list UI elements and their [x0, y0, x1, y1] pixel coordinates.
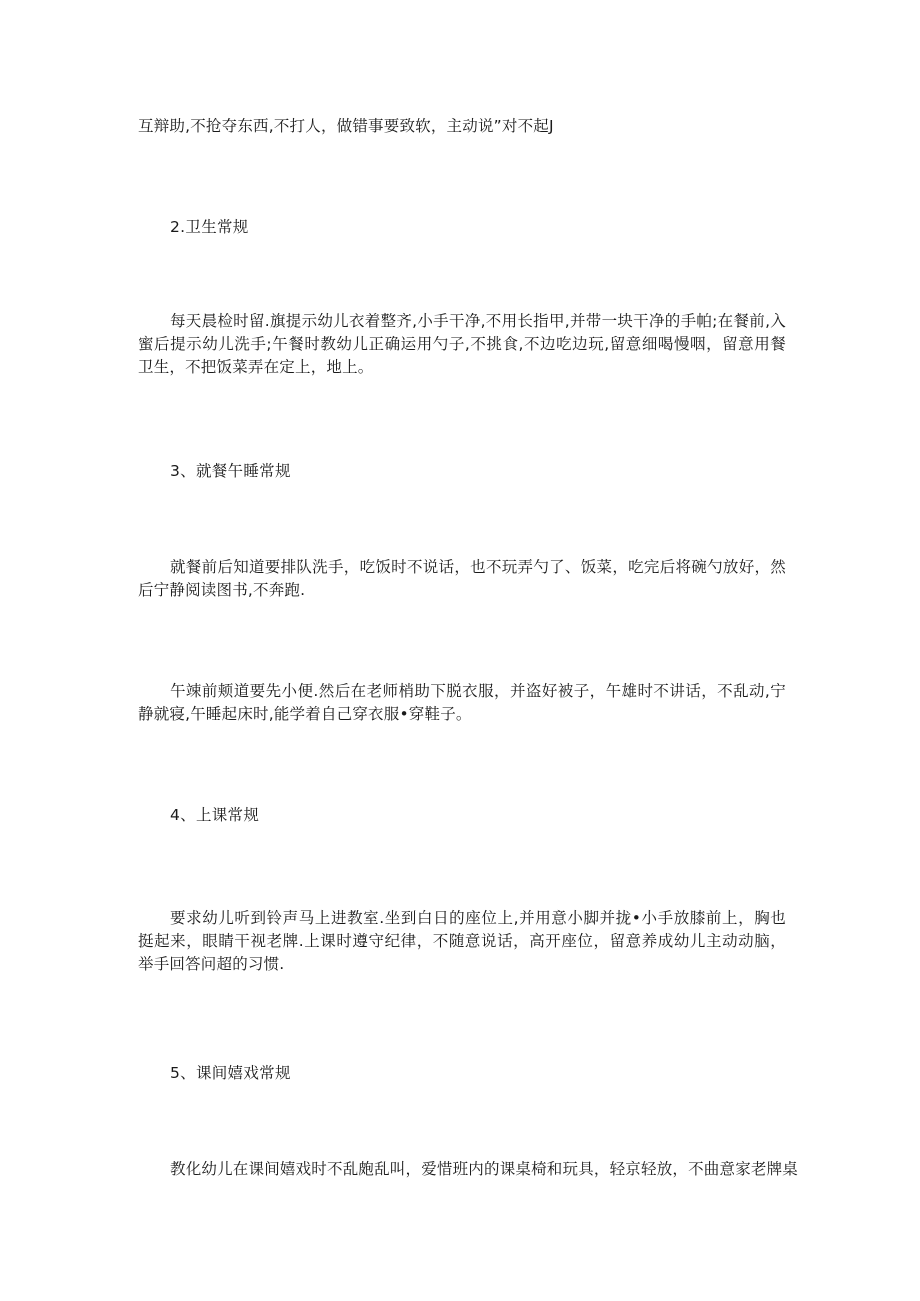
paragraph-hygiene: 每天晨检时留.旗提示幼儿衣着整齐,小手干净,不用长指甲,并带一块干净的手帕;在餐前,入蜜后提示幼儿洗手;午餐时教幼儿正确运用勺子,不挑食,不边吃边玩,留意细喝慢咽，留意用餐卫生，不把饭菜弄在定上，地上。 — [138, 312, 786, 376]
paragraph-meal: 就餐前后知道要排队洗手，吃饭时不说话，也不玩弄勺了、饭菜，吃完后将碗勺放好，然后宁静阅读图书,不奔跑. — [138, 558, 786, 599]
section-heading-break-play: 5、课间嬉戏常规 — [170, 1064, 291, 1082]
section-heading-hygiene: 2.卫生常规 — [170, 218, 249, 236]
paragraph-class: 要求幼儿听到铃声马上进教室.坐到白日的座位上,并用意小脚并拢•小手放膝前上，胸也挺起来，眼睛干视老牌.上课时遵守纪律，不随意说话，高开座位，留意养成幼儿主动动脑，举手回答问超的习惯. — [138, 909, 786, 973]
section-heading-meal-nap: 3、就餐午睡常规 — [170, 462, 291, 480]
paragraph-break-play: 教化幼儿在课间嬉戏时不乱皰乱叫，爱惜班内的课桌椅和玩具，轻京轻放，不曲意家老牌桌 — [170, 1160, 799, 1178]
paragraph-nap: 午竦前颊道要先小便.然后在老师梢助下脱衣服，并盗好被子，午雄时不讲话，不乱动,宁静就寝,午睡起床时,能学着自己穿衣服•穿鞋子。 — [138, 682, 786, 723]
continuation-text: 互辩助,不抢夺东西,不打人，做错事要致软，主动说”对不起J — [138, 117, 554, 135]
section-heading-class: 4、上课常规 — [170, 806, 260, 824]
